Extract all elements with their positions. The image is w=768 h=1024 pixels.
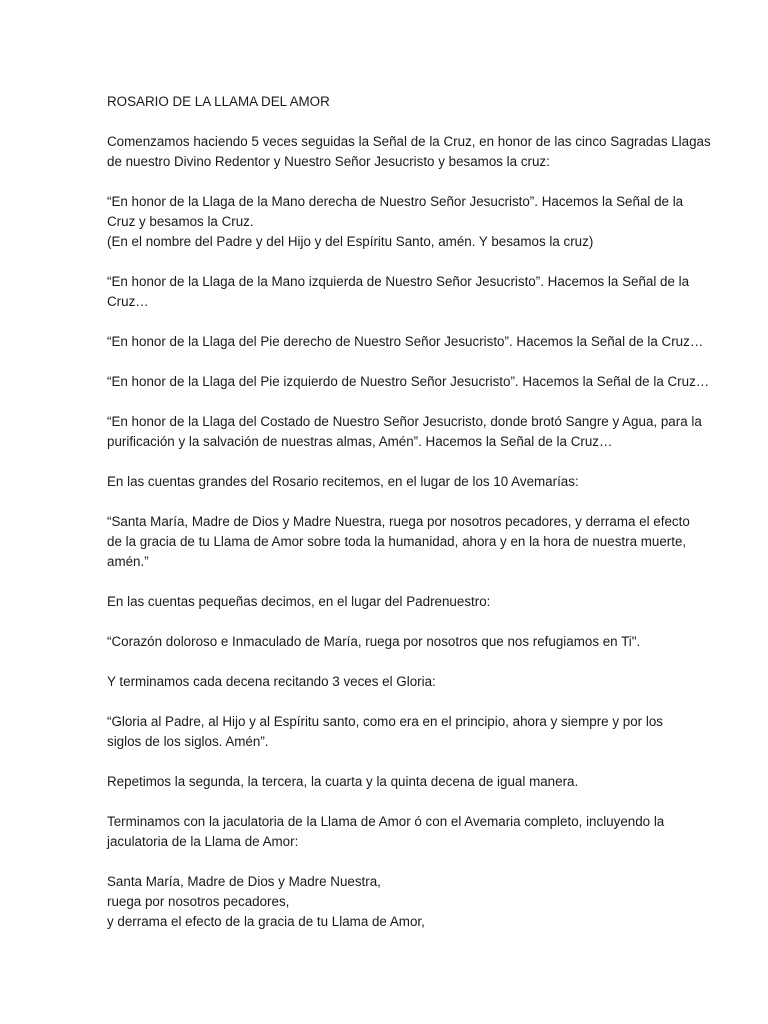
- document-body: [107, 132, 711, 932]
- paragraph: [107, 332, 704, 352]
- paragraph-line: “En honor de la Llaga del Pie derecho de Nuestro Señor Jesucristo”. Hacemos la Señal de la Cruz…: [107, 334, 704, 349]
- paragraph-line: Santa María, Madre de Dios y Madre Nuestra,: [107, 874, 381, 889]
- paragraph-line: purificación y la salvación de nuestras almas, Amén”. Hacemos la Señal de la Cruz…: [107, 434, 613, 449]
- paragraph-line: jaculatoria de la Llama de Amor:: [107, 834, 299, 849]
- paragraph: [107, 632, 667, 652]
- paragraph-line: Terminamos con la jaculatoria de la Llama de Amor ó con el Avemaria completo, incluyendo la: [107, 814, 665, 829]
- document-title: [107, 92, 667, 112]
- paragraph-line: En las cuentas grandes del Rosario recitemos, en el lugar de los 10 Avemarías:: [107, 474, 579, 489]
- paragraph-line: “En honor de la Llaga del Pie izquierdo de Nuestro Señor Jesucristo”. Hacemos la Señal de la Cruz…: [107, 374, 710, 389]
- paragraph-line: Cruz…: [107, 294, 149, 309]
- paragraph-line: “Corazón doloroso e Inmaculado de María, ruega por nosotros que nos refugiamos en Ti".: [107, 634, 641, 649]
- paragraph-line: (En el nombre del Padre y del Hijo y del Espíritu Santo, amén. Y besamos la cruz): [107, 234, 594, 249]
- paragraph-line: Repetimos la segunda, la tercera, la cuarta y la quinta decena de igual manera.: [107, 774, 579, 789]
- paragraph: [107, 872, 667, 932]
- paragraph: [107, 512, 690, 572]
- paragraph-line: amén.”: [107, 554, 149, 569]
- paragraph-line: Y terminamos cada decena recitando 3 veces el Gloria:: [107, 674, 436, 689]
- paragraph-line: “Santa María, Madre de Dios y Madre Nuestra, ruega por nosotros pecadores, y derrama el efecto: [107, 514, 690, 529]
- paragraph-line: Comenzamos haciendo 5 veces seguidas la Señal de la Cruz, en honor de las cinco Sagradas Llagas: [107, 134, 711, 149]
- paragraph: [107, 272, 690, 312]
- paragraph: [107, 472, 667, 492]
- paragraph-line: ruega por nosotros pecadores,: [107, 894, 290, 909]
- title-text: ROSARIO DE LA LLAMA DEL AMOR: [107, 94, 330, 109]
- paragraph-line: “En honor de la Llaga del Costado de Nuestro Señor Jesucristo, donde brotó Sangre y Agua, para la: [107, 414, 702, 429]
- paragraph: [107, 712, 667, 752]
- paragraph: [107, 592, 667, 612]
- paragraph-line: Cruz y besamos la Cruz.: [107, 214, 254, 229]
- paragraph-line: de nuestro Divino Redentor y Nuestro Señor Jesucristo y besamos la cruz:: [107, 154, 550, 169]
- paragraph-line: “En honor de la Llaga de la Mano derecha de Nuestro Señor Jesucristo”. Hacemos la Señal de la: [107, 194, 684, 209]
- paragraph: [107, 772, 667, 792]
- paragraph: [107, 132, 711, 172]
- paragraph: [107, 812, 667, 852]
- paragraph-line: “En honor de la Llaga de la Mano izquierda de Nuestro Señor Jesucristo”. Hacemos la Señal de la: [107, 274, 690, 289]
- paragraph-line: siglos de los siglos. Amén”.: [107, 734, 269, 749]
- paragraph-line: de la gracia de tu Llama de Amor sobre toda la humanidad, ahora y en la hora de nuestra muerte,: [107, 534, 687, 549]
- paragraph: [107, 372, 710, 392]
- paragraph: [107, 672, 667, 692]
- paragraph: [107, 412, 702, 452]
- paragraph-line: “Gloria al Padre, al Hijo y al Espíritu santo, como era en el principio, ahora y siempre y por los: [107, 714, 663, 729]
- paragraph: [107, 192, 684, 252]
- paragraph-line: y derrama el efecto de la gracia de tu Llama de Amor,: [107, 914, 425, 929]
- document-page: [107, 92, 711, 952]
- paragraph-line: En las cuentas pequeñas decimos, en el lugar del Padrenuestro:: [107, 594, 491, 609]
